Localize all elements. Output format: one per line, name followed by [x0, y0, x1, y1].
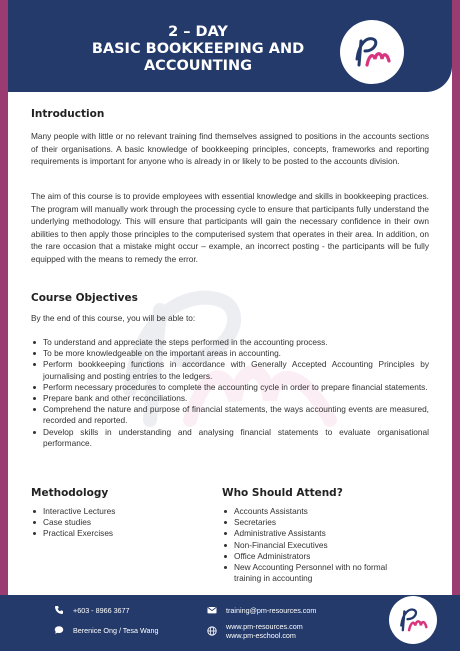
list-item: Practical Exercises	[31, 528, 211, 539]
right-accent-bar	[452, 0, 460, 651]
list-item: Secretaries	[222, 517, 408, 528]
list-item: New Accounting Personnel with no formal training in accounting	[222, 562, 408, 584]
methodology-list	[31, 506, 211, 540]
pm-logo-mark	[349, 29, 395, 75]
footer-contact	[54, 625, 159, 635]
introduction-heading: Introduction	[31, 108, 105, 120]
list-item: Prepare bank and other reconciliations.	[31, 393, 429, 404]
page-title	[48, 24, 348, 75]
footer-phone[interactable]	[54, 605, 130, 615]
list-item: Accounts Assistants	[222, 506, 408, 517]
pm-logo-mark	[395, 602, 431, 638]
list-item: To be more knowledgeable on the important areas in accounting.	[31, 348, 429, 359]
website-list	[226, 622, 303, 640]
phone-number: +603 - 8966 3677	[73, 605, 130, 615]
list-item: Case studies	[31, 517, 211, 528]
footer-email[interactable]	[207, 605, 316, 615]
objectives-lead: By the end of this course, you will be able to:	[31, 313, 196, 323]
phone-icon	[54, 605, 64, 615]
objectives-heading: Course Objectives	[31, 292, 138, 304]
list-item: Non-Financial Executives	[222, 540, 408, 551]
footer-websites[interactable]	[207, 622, 303, 640]
list-item: Develop skills in understanding and analysing financial statements to evaluate organisational performance.	[31, 427, 429, 449]
title-line-1: 2 – DAY	[168, 24, 228, 40]
intro-paragraph-1: Many people with little or no relevant training find themselves assigned to positions in the accounts sections of their organisations. A basic knowledge of bookkeeping principles, concepts, frameworks and reporting requirements is important for anyone who is already in or likely to be posted to the accounts division.	[31, 131, 429, 166]
left-accent-bar	[0, 0, 8, 651]
list-item: Interactive Lectures	[31, 506, 211, 517]
website-1[interactable]: www.pm-resources.com	[226, 622, 303, 631]
pm-logo	[340, 20, 404, 84]
title-line-3: ACCOUNTING	[143, 58, 253, 74]
attend-list	[222, 506, 408, 584]
methodology-heading: Methodology	[31, 487, 109, 499]
website-2[interactable]: www.pm-eschool.com	[226, 631, 296, 640]
list-item: To understand and appreciate the steps performed in the accounting process.	[31, 337, 429, 348]
objectives-list	[31, 337, 429, 449]
email-address: training@pm-resources.com	[226, 605, 317, 615]
globe-icon	[207, 626, 217, 636]
title-line-2: BASIC BOOKKEEPING AND	[91, 41, 305, 57]
contact-names: Berenice Ong / Tesa Wang	[73, 625, 159, 635]
who-should-attend-heading: Who Should Attend?	[222, 487, 343, 499]
list-item: Comprehend the nature and purpose of financial statements, the ways accounting events are measured, recorded and reported.	[31, 404, 429, 426]
chat-bubble-icon	[54, 625, 64, 635]
envelope-icon	[207, 605, 217, 615]
list-item: Administrative Assistants	[222, 528, 408, 539]
list-item: Office Administrators	[222, 551, 408, 562]
list-item: Perform bookkeeping functions in accordance with Generally Accepted Accounting Principles by journalising and posting entries to the ledgers.	[31, 359, 429, 381]
pm-logo-footer	[389, 596, 437, 644]
intro-paragraph-2: The aim of this course is to provide employees with essential knowledge and skills in bookkeeping practices. The program will manually work through the processing cycle to ensure that participants fully understand the underlying methodology. This will ensure that participants will gain the necessary confidence in their own abilities to then apply those principles to the computerised system that operates in their area. In addition, on the rare occasion that a mistake might occur – example, an incorrect posting - the participants will be fully equipped with the means to remedy the error.	[31, 191, 429, 264]
list-item: Perform necessary procedures to complete the accounting cycle in order to prepare financial statements.	[31, 382, 429, 393]
